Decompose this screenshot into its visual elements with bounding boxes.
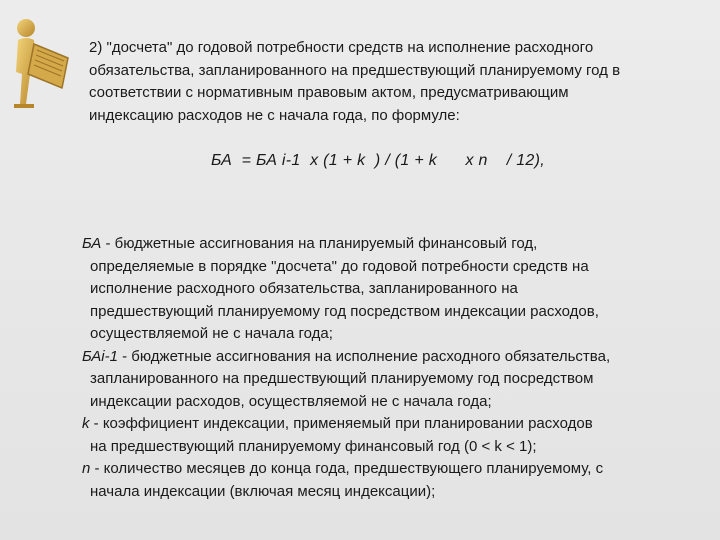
definition-line: осуществляемой не с начала года; — [90, 325, 333, 342]
definition-term: БА — [82, 235, 102, 252]
definition-text: - количество месяцев до конца года, предшествующего планируемому, с — [90, 460, 604, 477]
formula: БА = БА i-1 х (1 + k ) / (1 + k х n / 12), — [211, 152, 545, 169]
definition-text: - коэффициент индексации, применяемый при планировании расходов — [89, 415, 593, 432]
definition-term: БАi-1 — [82, 347, 118, 365]
definition-line: исполнение расходного обязательства, запланированного на — [90, 280, 518, 297]
intro-paragraph — [89, 37, 707, 127]
definition-text: - бюджетные ассигнования на планируемый финансовый год, — [101, 235, 538, 252]
definitions-list — [82, 233, 712, 503]
definition-term: k — [82, 415, 90, 432]
definition-ba-i-1 — [82, 346, 712, 414]
definition-ba — [82, 233, 712, 346]
definition-line: начала индексации (включая месяц индексации); — [90, 482, 436, 500]
intro-line: соответствии с нормативным правовым актом, предусматривающим — [89, 84, 569, 101]
definition-term: n — [82, 460, 91, 477]
definition-k — [82, 413, 712, 458]
definition-line: запланированного на предшествующий планируемому год посредством — [90, 370, 594, 387]
definition-line: определяемые в порядке "досчета" до годовой потребности средств на — [90, 257, 589, 275]
golden-figure-reading-icon — [6, 14, 76, 114]
definition-text: - бюджетные ассигнования на исполнение расходного обязательства, — [117, 347, 611, 365]
definition-n — [82, 458, 712, 503]
intro-line: 2) "досчета" до годовой потребности средств на исполнение расходного — [89, 39, 594, 56]
definition-line: предшествующий планируемому год посредством индексации расходов, — [90, 302, 599, 320]
definition-line: на предшествующий планируемому финансовый год (0 < k < 1); — [90, 437, 537, 455]
intro-line: обязательства, запланированного на предшествующий планируемому год в — [89, 61, 621, 79]
intro-line: индексацию расходов не с начала года, по формуле: — [89, 106, 460, 124]
definition-line: индексации расходов, осуществляемой не с начала года; — [90, 392, 492, 410]
